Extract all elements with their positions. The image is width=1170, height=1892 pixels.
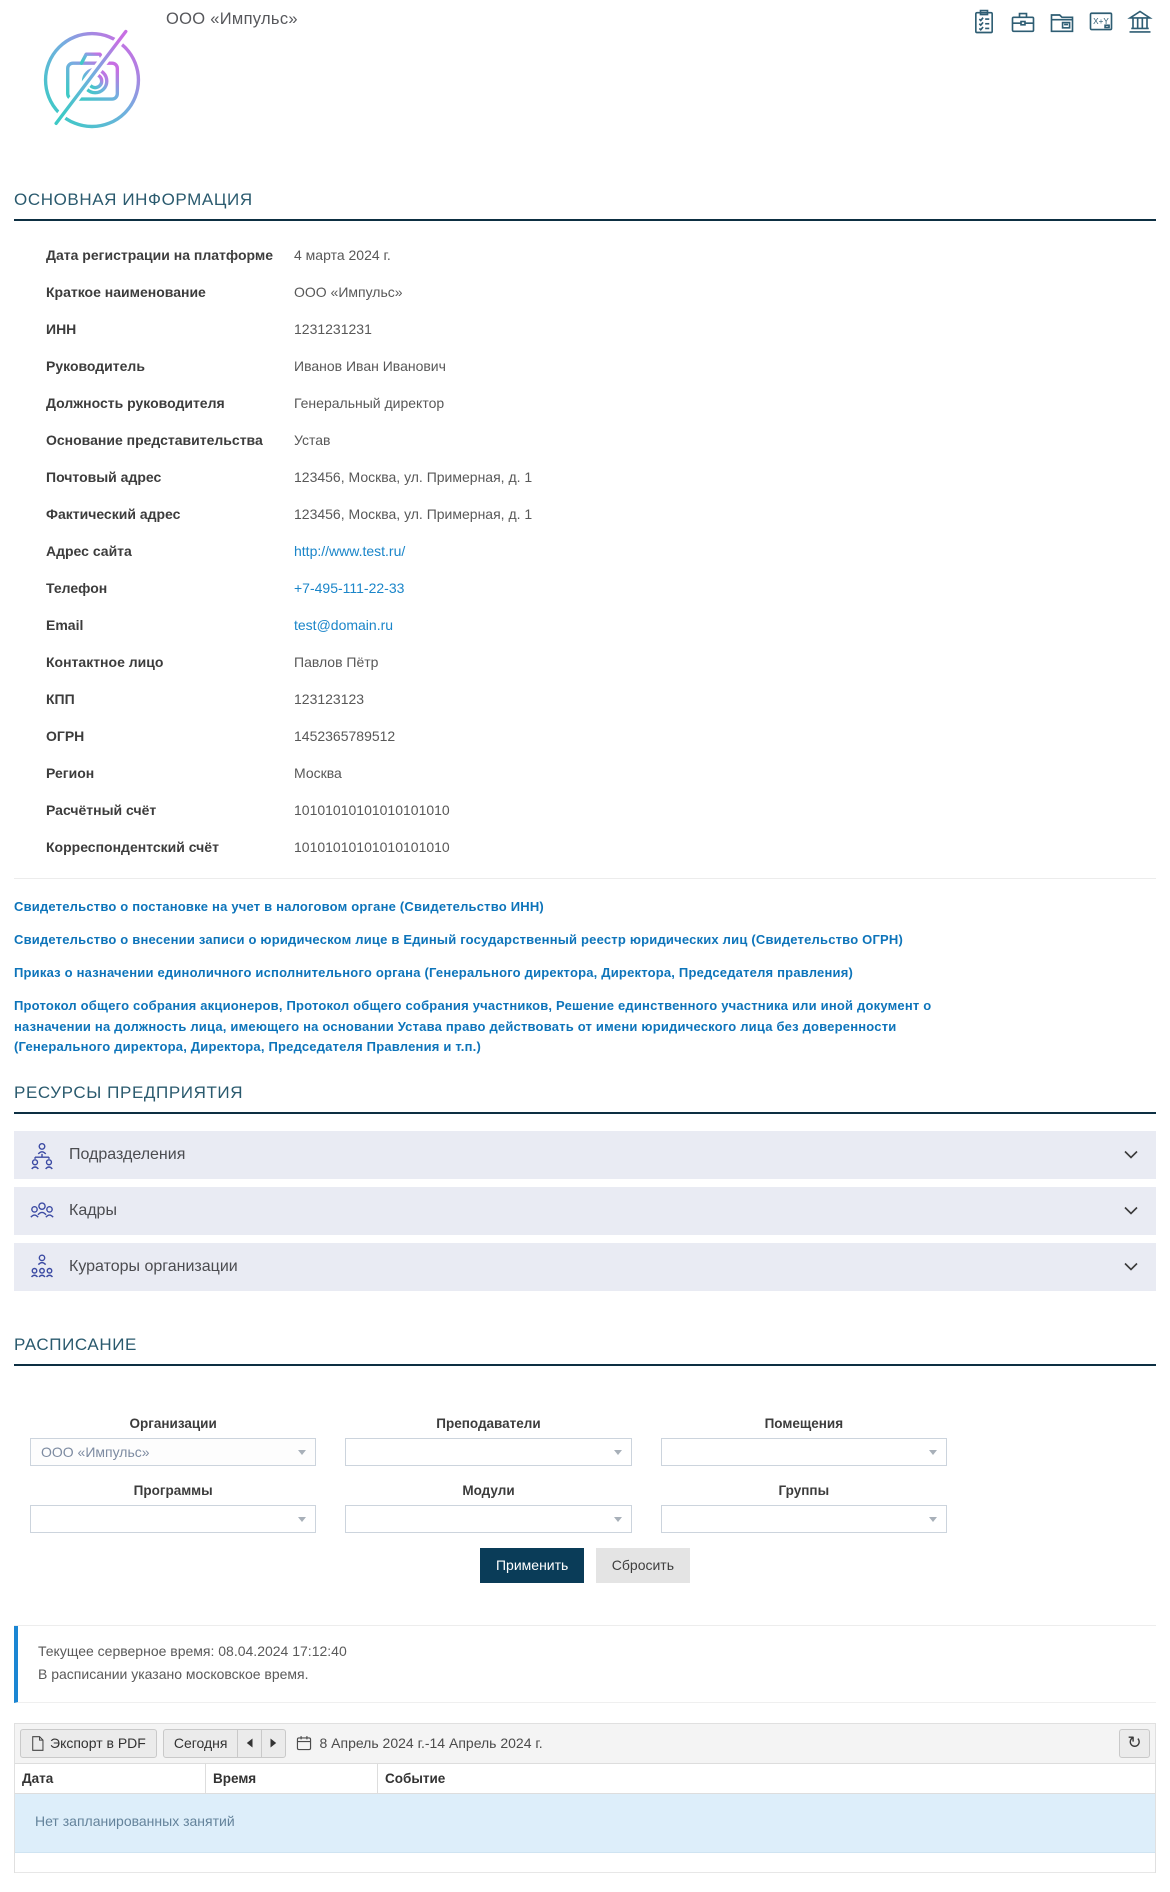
website-link[interactable]: http://www.test.ru/ bbox=[294, 543, 406, 559]
filter-teachers bbox=[345, 1416, 631, 1466]
info-value: ООО «Импульс» bbox=[294, 284, 403, 300]
info-row bbox=[46, 792, 1156, 829]
caret-down-icon bbox=[298, 1450, 306, 1455]
info-value: Павлов Пётр bbox=[294, 654, 379, 670]
info-row bbox=[46, 607, 1156, 644]
header-toolbar bbox=[970, 8, 1154, 36]
info-value: 123456, Москва, ул. Примерная, д. 1 bbox=[294, 506, 533, 522]
caret-down-icon bbox=[614, 1517, 622, 1522]
resources-accordions bbox=[14, 1131, 1156, 1291]
info-value: 1231231231 bbox=[294, 321, 372, 337]
info-row bbox=[46, 237, 1156, 274]
refresh-button[interactable] bbox=[1119, 1729, 1150, 1758]
info-row bbox=[46, 385, 1156, 422]
info-label: ОГРН bbox=[46, 728, 85, 744]
prev-week-button[interactable] bbox=[237, 1729, 262, 1758]
info-row bbox=[46, 274, 1156, 311]
info-row bbox=[46, 459, 1156, 496]
accordion-label: Подразделения bbox=[69, 1145, 186, 1163]
calendar-icon bbox=[296, 1735, 312, 1751]
info-value: 1452365789512 bbox=[294, 728, 396, 744]
groups-select[interactable] bbox=[661, 1505, 947, 1533]
filter-label: Группы bbox=[778, 1482, 830, 1498]
info-value: Генеральный директор bbox=[294, 395, 445, 411]
apply-button[interactable]: Применить bbox=[480, 1548, 584, 1583]
institution-icon[interactable] bbox=[1126, 8, 1154, 36]
filter-modules bbox=[345, 1483, 631, 1533]
info-row bbox=[46, 570, 1156, 607]
caret-down-icon bbox=[298, 1517, 306, 1522]
info-row bbox=[46, 681, 1156, 718]
resources-heading: РЕСУРСЫ ПРЕДПРИЯТИЯ bbox=[14, 1083, 1156, 1114]
schedule-calendar bbox=[14, 1723, 1156, 1873]
refresh-icon: ↻ bbox=[1127, 1733, 1142, 1754]
accordion-label: Кадры bbox=[69, 1201, 117, 1219]
today-button[interactable]: Сегодня bbox=[163, 1729, 239, 1758]
info-row bbox=[46, 311, 1156, 348]
info-value: 10101010101010101010 bbox=[294, 839, 450, 855]
doc-link-inn[interactable]: Свидетельство о постановке на учет в налоговом органе (Свидетельство ИНН) bbox=[14, 899, 544, 914]
org-logo bbox=[36, 22, 148, 141]
schedule-heading: РАСПИСАНИЕ bbox=[14, 1335, 1156, 1366]
folder-card-icon[interactable] bbox=[1048, 8, 1076, 36]
org-units-icon bbox=[27, 1140, 57, 1170]
info-label: Расчётный счёт bbox=[46, 802, 157, 818]
phone-link[interactable]: +7-495-111-22-33 bbox=[294, 580, 405, 596]
export-pdf-label: Экспорт в PDF bbox=[50, 1735, 146, 1752]
filter-programs bbox=[30, 1483, 316, 1533]
info-value: Иванов Иван Иванович bbox=[294, 358, 446, 374]
info-label: Фактический адрес bbox=[46, 506, 181, 522]
doc-link-protocol[interactable]: Протокол общего собрания акционеров, Протокол общего собрания участников, Решение единственного участника или иной документ о назначении на должность лица, имеющего на основании Устава право действовать от имени юридического лица без доверенности (Генерального директора, Директора, Председателя Правления и т.п.) bbox=[14, 998, 932, 1054]
filter-groups bbox=[661, 1483, 947, 1533]
page-title: ООО «Импульс» bbox=[166, 10, 298, 28]
column-header-time: Время bbox=[206, 1764, 378, 1793]
info-value: 123456, Москва, ул. Примерная, д. 1 bbox=[294, 469, 533, 485]
organizations-select[interactable] bbox=[30, 1438, 316, 1466]
reset-button[interactable]: Сбросить bbox=[596, 1548, 690, 1583]
next-week-button[interactable] bbox=[261, 1729, 286, 1758]
chevron-down-icon bbox=[1124, 1150, 1138, 1159]
empty-schedule-message: Нет запланированных занятий bbox=[15, 1794, 1155, 1853]
info-label: Почтовый адрес bbox=[46, 469, 162, 485]
document-links bbox=[14, 897, 932, 1057]
email-link[interactable]: test@domain.ru bbox=[294, 617, 394, 633]
info-value: Москва bbox=[294, 765, 342, 781]
info-row bbox=[46, 755, 1156, 792]
doc-link-order[interactable]: Приказ о назначении единоличного исполнительного органа (Генерального директора, Директора, Председателя правления) bbox=[14, 965, 854, 981]
chevron-down-icon bbox=[1124, 1262, 1138, 1271]
date-range-text: 8 Апрель 2024 г.-14 Апрель 2024 г. bbox=[319, 1735, 543, 1752]
accordion-label: Кураторы организации bbox=[69, 1257, 238, 1275]
chevron-down-icon bbox=[1124, 1206, 1138, 1215]
date-nav-group bbox=[163, 1729, 287, 1758]
curators-icon bbox=[27, 1252, 57, 1282]
accordion-units[interactable] bbox=[14, 1131, 1156, 1179]
filter-label: Модули bbox=[462, 1482, 515, 1498]
arrow-right-icon bbox=[270, 1738, 277, 1748]
info-value: Устав bbox=[294, 432, 331, 448]
info-label: Адрес сайта bbox=[46, 543, 132, 559]
modules-select[interactable] bbox=[345, 1505, 631, 1533]
board-formula-icon[interactable] bbox=[1087, 8, 1115, 36]
info-label: Должность руководителя bbox=[46, 395, 225, 411]
info-row bbox=[46, 644, 1156, 681]
info-row bbox=[46, 829, 1156, 866]
filter-organizations bbox=[30, 1416, 316, 1466]
filter-label: Программы bbox=[133, 1482, 213, 1498]
filter-label: Помещения bbox=[764, 1415, 844, 1431]
date-range bbox=[296, 1735, 542, 1751]
info-label: Контактное лицо bbox=[46, 654, 164, 670]
calendar-blank-row bbox=[15, 1853, 1155, 1873]
info-label: Основание представительства bbox=[46, 432, 263, 448]
doc-link-ogrn[interactable]: Свидетельство о внесении записи о юридическом лице в Единый государственный реестр юридических лиц (Свидетельство ОГРН) bbox=[14, 932, 904, 948]
selected-value: ООО «Импульс» bbox=[41, 1443, 150, 1460]
caret-down-icon bbox=[614, 1450, 622, 1455]
filter-rooms bbox=[661, 1416, 947, 1466]
info-value: 4 марта 2024 г. bbox=[294, 247, 391, 263]
arrow-left-icon bbox=[246, 1738, 253, 1748]
accordion-curators[interactable] bbox=[14, 1243, 1156, 1291]
filter-label: Преподаватели bbox=[436, 1415, 541, 1431]
info-label: Дата регистрации на платформе bbox=[46, 247, 274, 263]
svg-text:X+Y: X+Y bbox=[1093, 16, 1109, 26]
basic-info-heading: ОСНОВНАЯ ИНФОРМАЦИЯ bbox=[14, 190, 1156, 221]
info-value: 123123123 bbox=[294, 691, 365, 707]
info-value: 10101010101010101010 bbox=[294, 802, 450, 818]
page-header bbox=[14, 0, 1156, 152]
caret-down-icon bbox=[929, 1450, 937, 1455]
timezone-text: В расписании указано московское время. bbox=[38, 1665, 309, 1682]
staff-icon bbox=[27, 1196, 57, 1226]
info-label: ИНН bbox=[46, 321, 77, 337]
clipboard-checklist-icon[interactable] bbox=[970, 8, 998, 36]
pdf-file-icon bbox=[31, 1736, 44, 1751]
info-label: Корреспондентский счёт bbox=[46, 839, 219, 855]
server-time-alert bbox=[14, 1626, 1156, 1703]
info-label: Email bbox=[46, 617, 84, 633]
calendar-table-header bbox=[15, 1764, 1155, 1794]
info-row bbox=[46, 348, 1156, 385]
column-header-date: Дата bbox=[15, 1764, 206, 1793]
export-pdf-button[interactable] bbox=[20, 1729, 157, 1758]
caret-down-icon bbox=[929, 1517, 937, 1522]
info-label: Регион bbox=[46, 765, 95, 781]
no-photo-icon bbox=[36, 22, 148, 136]
info-row bbox=[46, 496, 1156, 533]
rooms-select[interactable] bbox=[661, 1438, 947, 1466]
info-label: КПП bbox=[46, 691, 75, 707]
basic-info-list bbox=[14, 237, 1156, 866]
programs-select[interactable] bbox=[30, 1505, 316, 1533]
filter-label: Организации bbox=[129, 1415, 217, 1431]
info-label: Краткое наименование bbox=[46, 284, 206, 300]
filter-actions bbox=[14, 1548, 1156, 1583]
info-row bbox=[46, 533, 1156, 570]
accordion-staff[interactable] bbox=[14, 1187, 1156, 1235]
info-label: Телефон bbox=[46, 580, 108, 596]
calendar-toolbar bbox=[15, 1724, 1155, 1764]
teachers-select[interactable] bbox=[345, 1438, 631, 1466]
column-header-event: Событие bbox=[385, 1770, 446, 1786]
briefcase-icon[interactable] bbox=[1009, 8, 1037, 36]
divider bbox=[14, 878, 1156, 879]
info-row bbox=[46, 718, 1156, 755]
info-label: Руководитель bbox=[46, 358, 145, 374]
info-row bbox=[46, 422, 1156, 459]
schedule-filters bbox=[30, 1416, 947, 1533]
server-time-text: Текущее серверное время: 08.04.2024 17:12:40 bbox=[38, 1642, 347, 1659]
